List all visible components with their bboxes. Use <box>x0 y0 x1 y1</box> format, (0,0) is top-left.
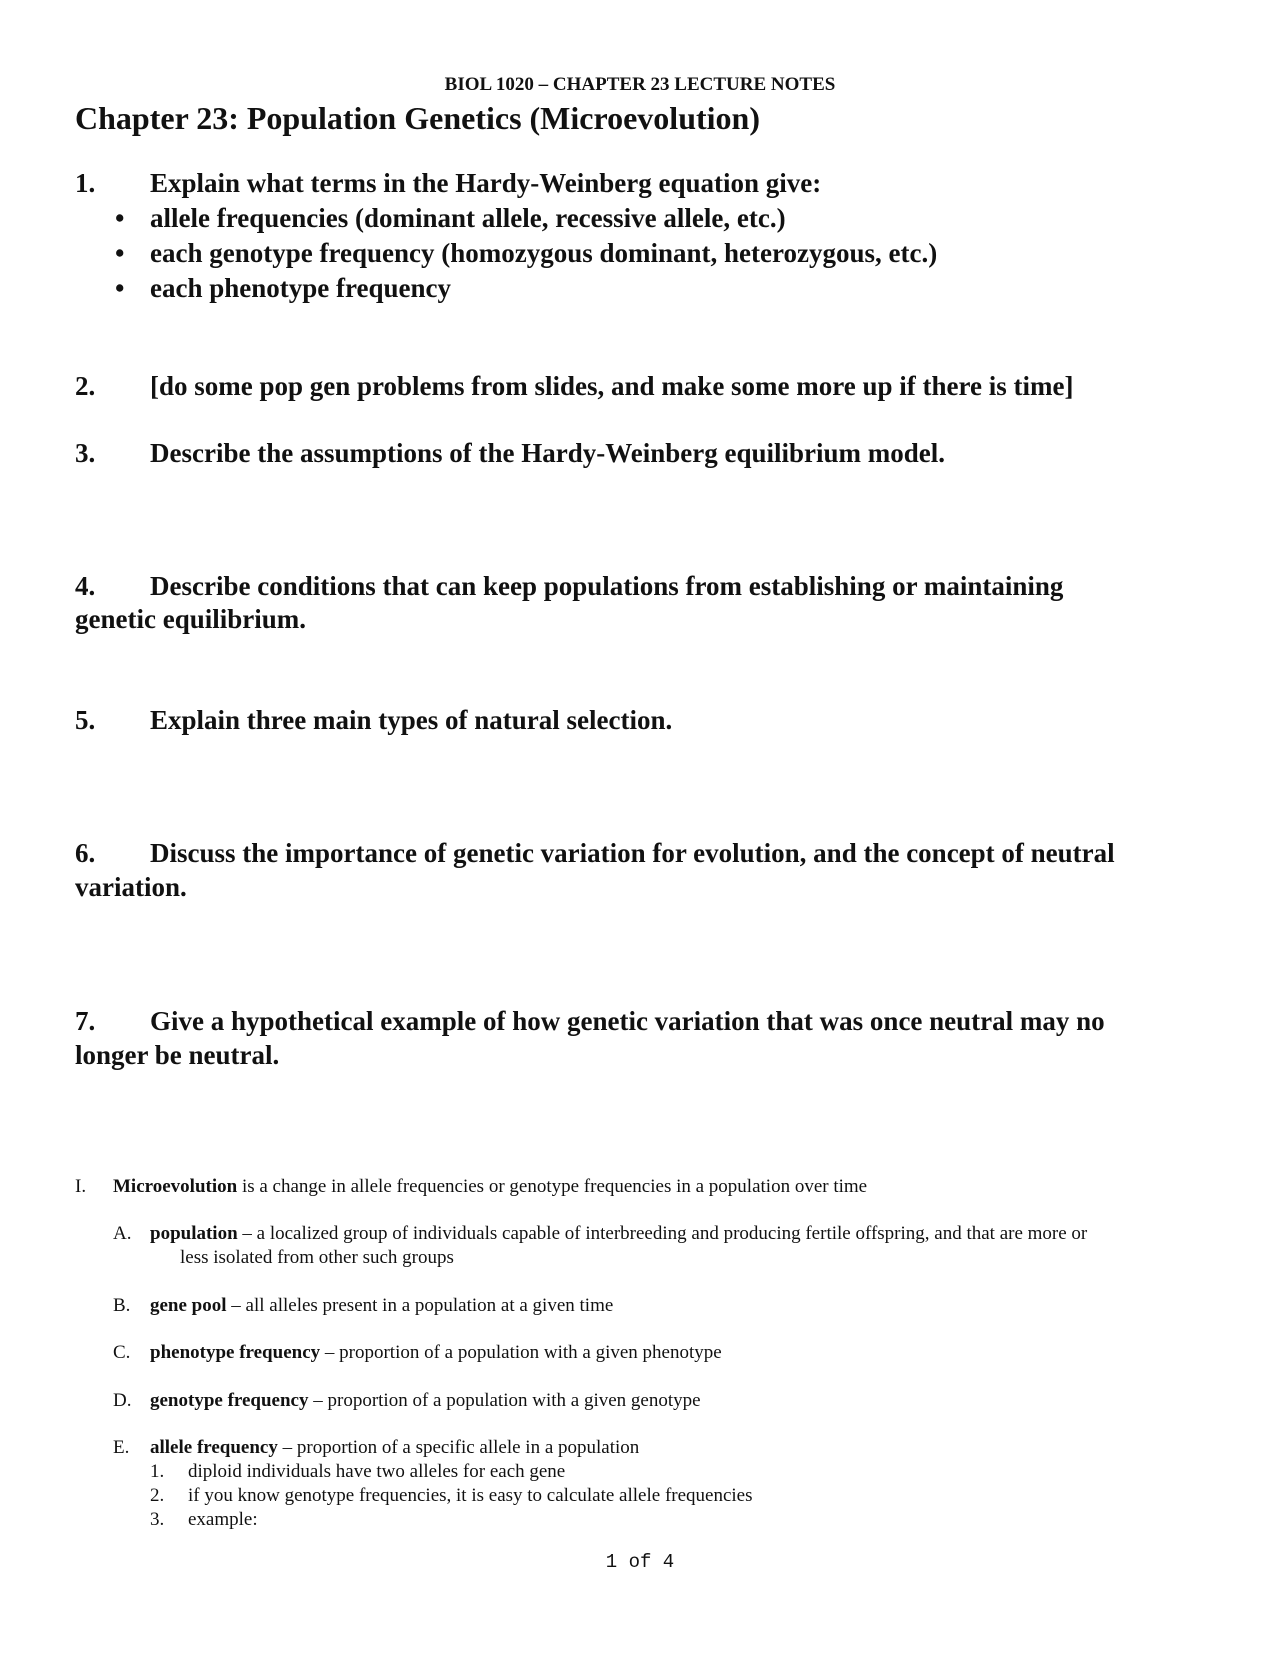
outline-item-c <box>113 1342 722 1364</box>
outline-item-e <box>113 1437 639 1459</box>
outline-label: 2. <box>150 1485 165 1506</box>
page-number-footer: 1 of 4 <box>605 1551 675 1573</box>
outline-subitem-2 <box>150 1485 753 1507</box>
question-7-continued: longer be neutral. <box>75 1040 280 1070</box>
outline-text: is a change in allele frequencies or genotype frequencies in a population over time <box>237 1176 868 1197</box>
question-text: Describe conditions that can keep populations from establishing or maintaining <box>150 571 1064 601</box>
question-number: 7. <box>75 1006 96 1036</box>
bullet-text: allele frequencies (dominant allele, recessive allele, etc.) <box>150 203 786 233</box>
question-3 <box>75 438 945 469</box>
outline-text: diploid individuals have two alleles for each gene <box>188 1461 566 1482</box>
question-5 <box>75 705 672 736</box>
outline-term: phenotype frequency <box>150 1342 321 1363</box>
outline-text: – all alleles present in a population at a given time <box>226 1295 614 1316</box>
bullet-text: each genotype frequency (homozygous dominant, heterozygous, etc.) <box>150 238 938 268</box>
question-text: Give a hypothetical example of how genetic variation that was once neutral may no <box>150 1006 1105 1036</box>
question-4-continued: genetic equilibrium. <box>75 604 306 634</box>
outline-item-d <box>113 1390 701 1412</box>
outline-item-a-continued: less isolated from other such groups <box>180 1247 454 1268</box>
outline-section-i <box>75 1176 867 1198</box>
question-4 <box>75 571 1063 602</box>
outline-subitem-3 <box>150 1509 258 1531</box>
outline-text: – a localized group of individuals capable of interbreeding and producing fertile offspring, and that are more or <box>237 1223 1088 1244</box>
question-number: 6. <box>75 838 96 868</box>
question-number: 4. <box>75 571 96 601</box>
outline-subitem-1 <box>150 1461 565 1483</box>
outline-label: B. <box>113 1295 131 1316</box>
outline-label: C. <box>113 1342 131 1363</box>
page-title: Chapter 23: Population Genetics (Microevolution) <box>75 100 760 136</box>
question-text: [do some pop gen problems from slides, and make some more up if there is time] <box>150 371 1074 401</box>
question-number: 2. <box>75 371 96 401</box>
outline-label: 3. <box>150 1509 165 1530</box>
question-text: Explain what terms in the Hardy-Weinberg equation give: <box>150 168 822 198</box>
outline-term: allele frequency <box>150 1437 278 1458</box>
outline-label: A. <box>113 1223 132 1244</box>
question-text: Explain three main types of natural selection. <box>150 705 673 735</box>
outline-label: D. <box>113 1390 132 1411</box>
outline-label: 1. <box>150 1461 165 1482</box>
bullet-item <box>115 273 451 304</box>
outline-term: Microevolution <box>113 1176 238 1197</box>
outline-text: – proportion of a specific allele in a population <box>277 1437 640 1458</box>
outline-text: if you know genotype frequencies, it is easy to calculate allele frequencies <box>188 1485 753 1506</box>
outline-term: genotype frequency <box>150 1390 309 1411</box>
outline-text: – proportion of a population with a given phenotype <box>320 1342 722 1363</box>
outline-term: gene pool <box>150 1295 227 1316</box>
bullet-icon: • <box>115 273 125 303</box>
question-number: 3. <box>75 438 96 468</box>
bullet-item <box>115 238 937 269</box>
outline-item-b <box>113 1295 613 1317</box>
question-6-continued: variation. <box>75 872 187 902</box>
bullet-text: each phenotype frequency <box>150 273 451 303</box>
outline-term: population <box>150 1223 238 1244</box>
bullet-icon: • <box>115 238 125 268</box>
question-text: Discuss the importance of genetic variation for evolution, and the concept of neutral <box>150 838 1115 868</box>
outline-text: – proportion of a population with a given genotype <box>308 1390 701 1411</box>
bullet-icon: • <box>115 203 125 233</box>
question-6 <box>75 838 1115 869</box>
document-header: BIOL 1020 – CHAPTER 23 LECTURE NOTES <box>444 74 836 95</box>
outline-text: example: <box>188 1509 258 1530</box>
question-number: 5. <box>75 705 96 735</box>
question-text: Describe the assumptions of the Hardy-Weinberg equilibrium model. <box>150 438 945 468</box>
outline-item-a <box>113 1223 1087 1245</box>
question-number: 1. <box>75 168 96 198</box>
question-7 <box>75 1006 1105 1037</box>
outline-label: I. <box>75 1176 87 1197</box>
bullet-item <box>115 203 786 234</box>
question-2 <box>75 371 1073 402</box>
question-1 <box>75 168 821 199</box>
outline-label: E. <box>113 1437 130 1458</box>
